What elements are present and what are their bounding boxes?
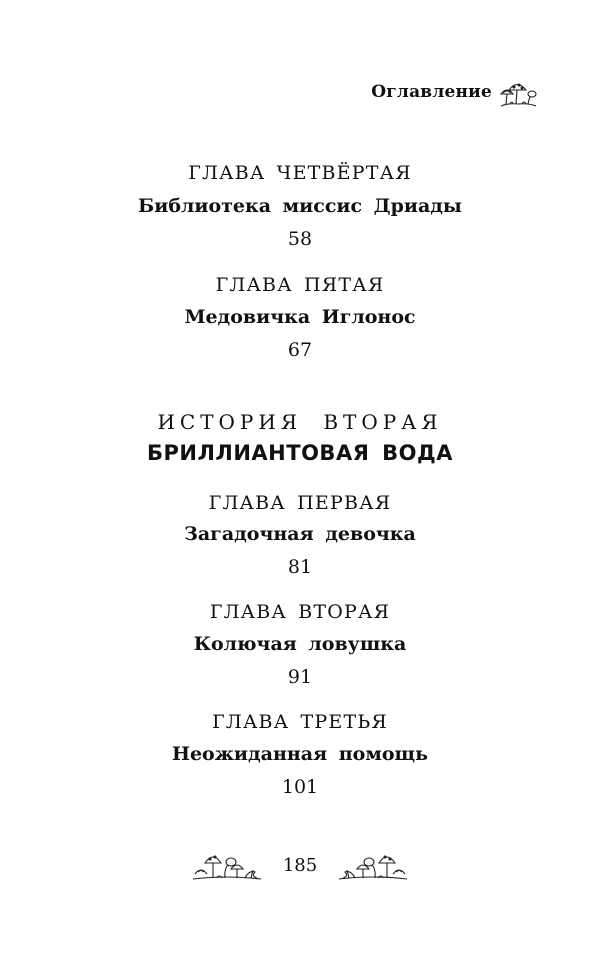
- mushroom-ornament-icon: [337, 848, 409, 882]
- story-title[interactable]: БРИЛЛИАНТОВАЯ ВОДА: [147, 441, 453, 465]
- chapter-title[interactable]: Загадочная девочка: [184, 523, 416, 545]
- chapter-title[interactable]: Библиотека миссис Дриады: [138, 195, 462, 217]
- chapter-page-number[interactable]: 67: [287, 339, 313, 361]
- page-footer: [0, 848, 600, 882]
- chapter-title[interactable]: Медовичка Иглонос: [184, 306, 416, 328]
- chapter-label: ГЛАВА ТРЕТЬЯ: [212, 711, 388, 733]
- running-header: [371, 76, 538, 108]
- running-header-title: Оглавление: [371, 82, 492, 102]
- story-label: ИСТОРИЯ ВТОРАЯ: [157, 410, 443, 434]
- chapter-label: ГЛАВА ПЕРВАЯ: [208, 492, 392, 514]
- chapter-label: ГЛАВА ПЯТАЯ: [215, 274, 385, 296]
- chapter-title[interactable]: Неожиданная помощь: [172, 743, 428, 765]
- page-number: 185: [282, 854, 318, 876]
- chapter-page-number[interactable]: 81: [287, 556, 313, 578]
- mushroom-ornament-icon: [498, 76, 538, 108]
- chapter-title[interactable]: Колючая ловушка: [193, 633, 407, 655]
- chapter-page-number[interactable]: 91: [287, 666, 313, 688]
- chapter-label: ГЛАВА ЧЕТВЁРТАЯ: [188, 162, 412, 184]
- mushroom-ornament-icon: [191, 848, 263, 882]
- chapter-page-number[interactable]: 101: [281, 776, 319, 798]
- chapter-label: ГЛАВА ВТОРАЯ: [209, 601, 391, 623]
- chapter-page-number[interactable]: 58: [287, 228, 313, 250]
